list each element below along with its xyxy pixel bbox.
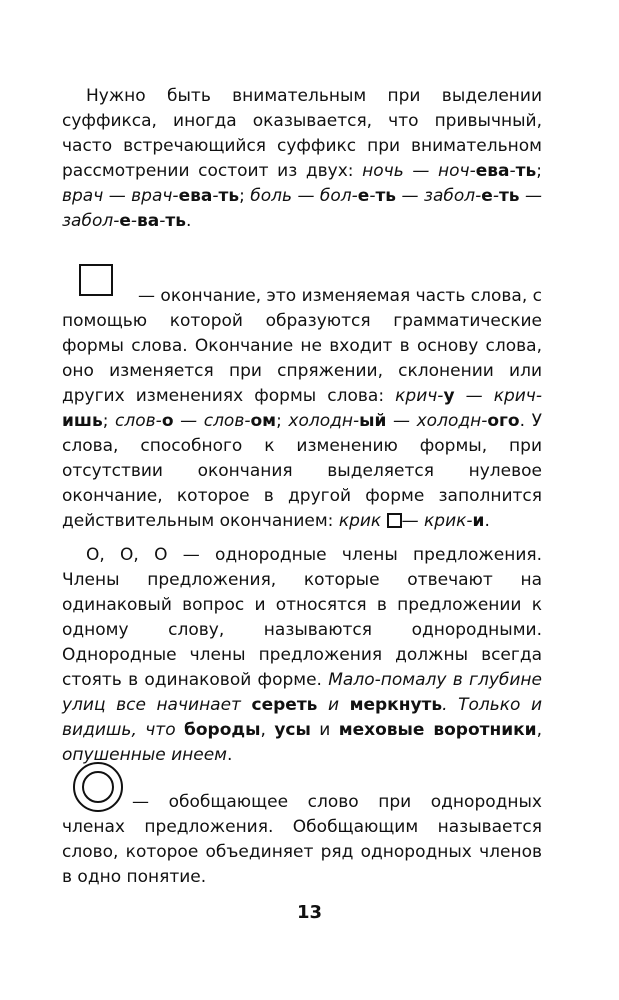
text: — окончание, это изменяемая часть слова, с помощью которой образуются грамматические формы слова. Окончание не входит в основу слова, оно изменяется при спряжении, склонении или других изменениях формы слова: bbox=[62, 286, 542, 406]
example-bold: бороды bbox=[184, 720, 261, 740]
example-bold: ишь bbox=[62, 411, 103, 431]
example-bold: меркнуть bbox=[349, 695, 443, 715]
paragraph-ending bbox=[62, 284, 542, 534]
text: . У слова, способного к изменению формы, при отсутствии окончания выделяется нулевое окончание, которое в другой форме заполнится действительным окончанием: bbox=[62, 411, 542, 531]
text: и bbox=[310, 720, 339, 740]
null-ending-square-icon bbox=[387, 513, 402, 528]
example: опушенные инеем bbox=[62, 745, 228, 765]
example-bold: ом bbox=[250, 411, 277, 431]
example-bold: сереть bbox=[251, 695, 318, 715]
text: . bbox=[484, 511, 490, 531]
example-bold: ть bbox=[515, 161, 537, 181]
paragraph-homogeneous bbox=[62, 543, 542, 768]
text: . bbox=[186, 211, 192, 231]
example-bold: ева bbox=[178, 186, 213, 206]
example-bold: ть bbox=[218, 186, 240, 206]
example: ночь — ноч- bbox=[362, 161, 476, 181]
paragraph-suffix bbox=[62, 84, 542, 234]
example-bold: ть bbox=[165, 211, 186, 231]
example-bold: е bbox=[357, 186, 370, 206]
text: — обобщающее слово при однородных членах предложения. Обобщающим называется слово, которое объединяет ряд однородных членов в одно понятие. bbox=[62, 792, 542, 887]
text: О, О, О — однородные члены предложения. Члены предложения, которые отвечают на одинаковый вопрос и относятся в предложении к одному слову, называются однородными. Однородные члены предложения должны всегда стоять в одинаковой форме. bbox=[62, 545, 542, 690]
example: крич- bbox=[395, 386, 444, 406]
example: - bbox=[492, 186, 499, 206]
text: ; bbox=[536, 161, 542, 181]
example: — крич- bbox=[454, 386, 542, 406]
example-bold: меховые воротники bbox=[338, 720, 537, 740]
example-bold: о bbox=[161, 411, 174, 431]
paragraph-generalizing bbox=[62, 790, 542, 890]
example-bold: ва bbox=[137, 211, 160, 231]
example-bold: ть bbox=[498, 186, 520, 206]
example-bold: у bbox=[443, 386, 455, 406]
text: ; bbox=[239, 186, 251, 206]
example: . Только и видишь, что bbox=[62, 695, 542, 740]
text: ; bbox=[102, 411, 116, 431]
example: врач — врач- bbox=[62, 186, 179, 206]
example: - bbox=[509, 161, 516, 181]
example-bold: и bbox=[472, 511, 485, 531]
example: — слов- bbox=[173, 411, 251, 431]
example: холодн- bbox=[288, 411, 360, 431]
example: — холодн- bbox=[386, 411, 488, 431]
example-bold: ть bbox=[375, 186, 397, 206]
example: Мало-помалу в глубине улиц все начинает bbox=[62, 670, 542, 715]
example: — крик- bbox=[401, 511, 473, 531]
text: Нужно быть внимательным при выделении суффикса, иногда оказывается, что привычный, часто встречающийся суффикс при внимательном рассмотрении состоит из двух: bbox=[62, 86, 542, 181]
example-bold: ый bbox=[359, 411, 387, 431]
example: — забол- bbox=[62, 186, 542, 231]
example-bold: ева bbox=[475, 161, 510, 181]
text: . bbox=[227, 745, 233, 765]
text: ; bbox=[276, 411, 289, 431]
example: крик bbox=[338, 511, 382, 531]
example-bold: ого bbox=[487, 411, 520, 431]
example-bold: е bbox=[481, 186, 493, 206]
text: , bbox=[536, 720, 542, 740]
example: и bbox=[317, 695, 350, 715]
example: - bbox=[212, 186, 219, 206]
example: - bbox=[130, 211, 138, 231]
example: - bbox=[159, 211, 166, 231]
example-bold: усы bbox=[274, 720, 311, 740]
example: слов- bbox=[115, 411, 162, 431]
example: боль — бол- bbox=[250, 186, 358, 206]
page-number: 13 bbox=[296, 902, 323, 923]
example: - bbox=[369, 186, 376, 206]
example: — забол- bbox=[396, 186, 482, 206]
example-bold: е bbox=[119, 211, 131, 231]
text: , bbox=[260, 720, 275, 740]
